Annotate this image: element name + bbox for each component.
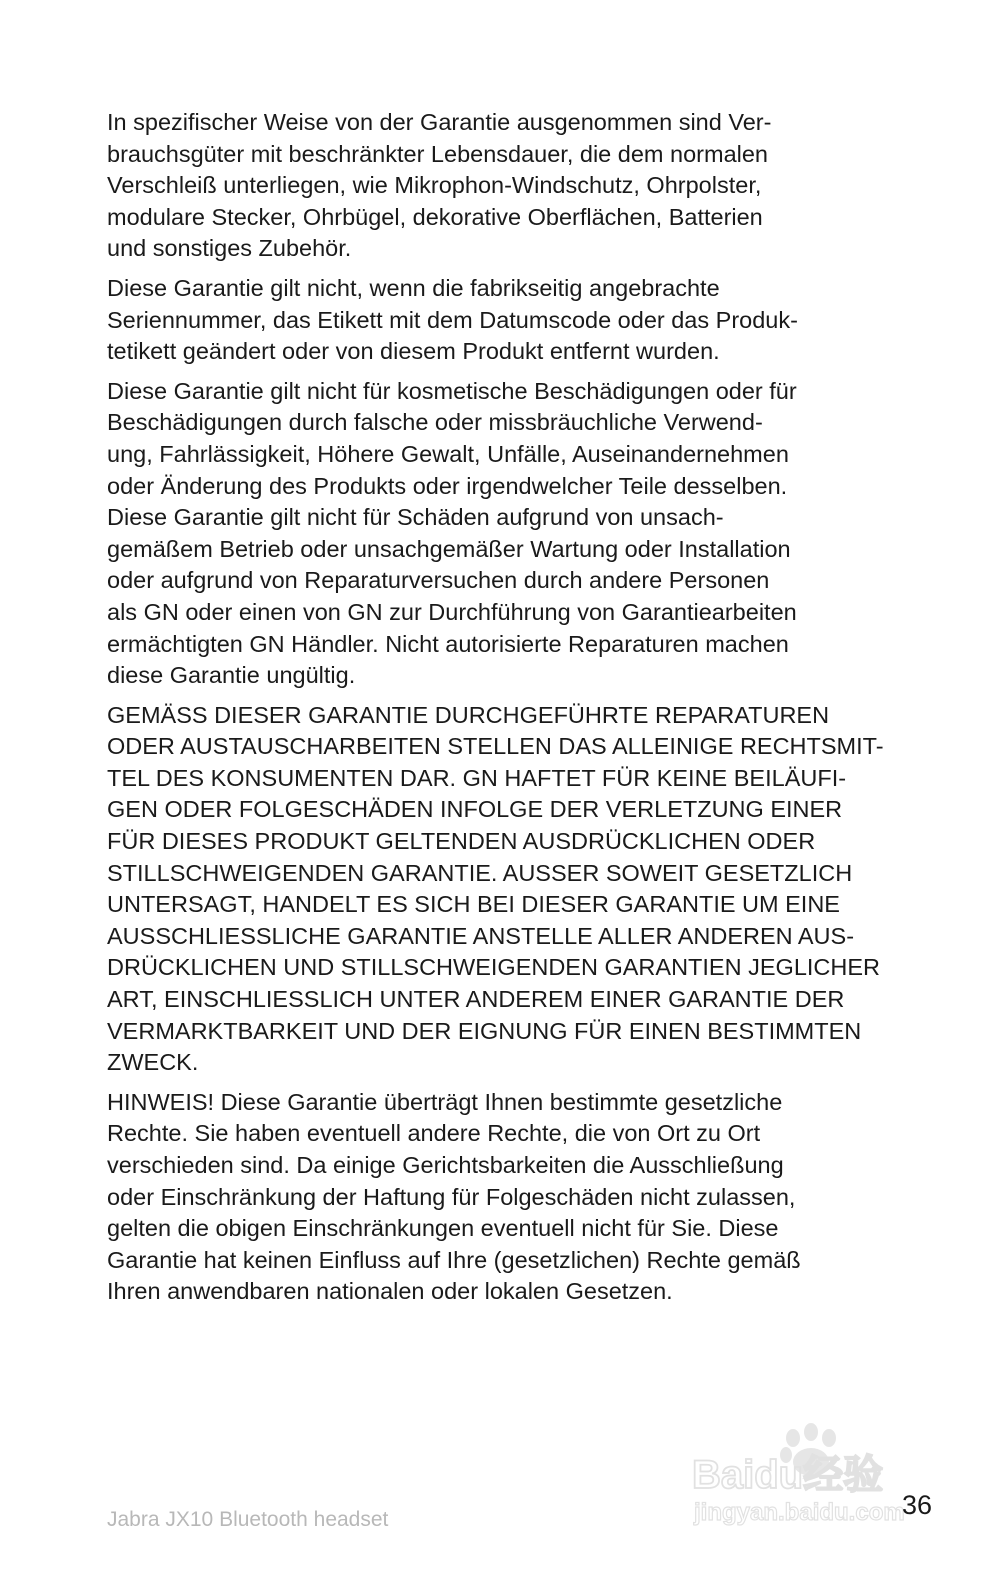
paragraph-notice bbox=[107, 1087, 877, 1308]
text-line: FÜR DIESES PRODUKT GELTENDEN AUSDRÜCKLICHEN ODER bbox=[107, 828, 816, 855]
text-line: Garantie hat keinen Einfluss auf Ihre (gesetzlichen) Rechte gemäß bbox=[107, 1246, 801, 1273]
text-line: AUSSCHLIESSLICHE GARANTIE ANSTELLE ALLER ANDEREN AUS- bbox=[107, 922, 855, 949]
text-line: TEL DES KONSUMENTEN DAR. GN HAFTET FÜR KEINE BEILÄUFI- bbox=[107, 764, 847, 791]
text-line: STILLSCHWEIGENDEN GARANTIE. AUSSER SOWEIT GESETZLICH bbox=[107, 859, 853, 886]
text-line: als GN oder einen von GN zur Durchführung von Garantiearbeiten bbox=[107, 598, 797, 625]
paragraph-serial-number bbox=[107, 273, 877, 368]
paragraph-damage bbox=[107, 376, 877, 692]
text-line: Rechte. Sie haben eventuell andere Rechte, die von Ort zu Ort bbox=[107, 1120, 761, 1147]
baidu-watermark-logo bbox=[690, 1420, 925, 1530]
text-line: ODER AUSTAUSCHARBEITEN STELLEN DAS ALLEINIGE RECHTSMIT- bbox=[107, 733, 884, 760]
text-line: Verschleiß unterliegen, wie Mikrophon-Windschutz, Ohrpolster, bbox=[107, 172, 762, 199]
text-line: HINWEIS! Diese Garantie überträgt Ihnen bestimmte gesetzliche bbox=[107, 1088, 783, 1115]
text-line: Beschädigungen durch falsche oder missbräuchliche Verwend- bbox=[107, 409, 763, 436]
text-line: ZWECK. bbox=[107, 1049, 199, 1076]
text-line: und sonstiges Zubehör. bbox=[107, 235, 352, 262]
text-line: ermächtigten GN Händler. Nicht autorisierte Reparaturen machen bbox=[107, 630, 789, 657]
text-line: DRÜCKLICHEN UND STILLSCHWEIGENDEN GARANTIEN JEGLICHER bbox=[107, 954, 880, 981]
text-line: brauchsgüter mit beschränkter Lebensdauer, die dem normalen bbox=[107, 140, 768, 167]
text-line: oder aufgrund von Reparaturversuchen durch andere Personen bbox=[107, 567, 770, 594]
text-line: oder Änderung des Produkts oder irgendwelcher Teile desselben. bbox=[107, 472, 788, 499]
watermark-url-text: jingyan.baidu.com bbox=[694, 1499, 905, 1526]
page-number: 36 bbox=[902, 1490, 933, 1520]
text-line: modulare Stecker, Ohrbügel, dekorative Oberflächen, Batterien bbox=[107, 203, 763, 230]
text-line: GEMÄSS DIESER GARANTIE DURCHGEFÜHRTE REPARATUREN bbox=[107, 701, 830, 728]
text-line: GEN ODER FOLGESCHÄDEN INFOLGE DER VERLETZUNG EINER bbox=[107, 796, 843, 823]
text-line: Diese Garantie gilt nicht für Schäden aufgrund von unsach- bbox=[107, 504, 724, 531]
text-line: gemäßem Betrieb oder unsachgemäßer Wartung oder Installation bbox=[107, 535, 791, 562]
text-line: Seriennummer, das Etikett mit dem Datumscode oder das Produk- bbox=[107, 306, 798, 333]
text-line: UNTERSAGT, HANDELT ES SICH BEI DIESER GARANTIE UM EINE bbox=[107, 891, 840, 918]
text-line: gelten die obigen Einschränkungen eventuell nicht für Sie. Diese bbox=[107, 1215, 779, 1242]
paragraph-exclusions bbox=[107, 107, 877, 265]
text-line: Diese Garantie gilt nicht für kosmetische Beschädigungen oder für bbox=[107, 377, 797, 404]
text-line: diese Garantie ungültig. bbox=[107, 662, 356, 689]
text-line: In spezifischer Weise von der Garantie ausgenommen sind Ver- bbox=[107, 109, 772, 135]
paragraph-legal-uppercase bbox=[107, 700, 884, 1079]
text-line: verschieden sind. Da einige Gerichtsbarkeiten die Ausschließung bbox=[107, 1152, 784, 1178]
document-body bbox=[107, 107, 884, 1316]
text-line: Diese Garantie gilt nicht, wenn die fabrikseitig angebrachte bbox=[107, 274, 720, 301]
text-line: VERMARKTBARKEIT UND DER EIGNUNG FÜR EINEN BESTIMMTEN bbox=[107, 1017, 862, 1044]
text-line: ART, EINSCHLIESSLICH UNTER ANDEREM EINER GARANTIE DER bbox=[107, 986, 845, 1013]
footer-product-name: Jabra JX10 Bluetooth headset bbox=[107, 1508, 389, 1531]
text-line: tetikett geändert oder von diesem Produkt entfernt wurden. bbox=[107, 338, 720, 365]
text-line: oder Einschränkung der Haftung für Folgeschäden nicht zulassen, bbox=[107, 1183, 796, 1210]
text-line: ung, Fahrlässigkeit, Höhere Gewalt, Unfälle, Auseinandernehmen bbox=[107, 440, 789, 467]
watermark-brand-text: Baidu经验 bbox=[692, 1453, 884, 1497]
text-line: Ihren anwendbaren nationalen oder lokalen Gesetzen. bbox=[107, 1278, 673, 1305]
